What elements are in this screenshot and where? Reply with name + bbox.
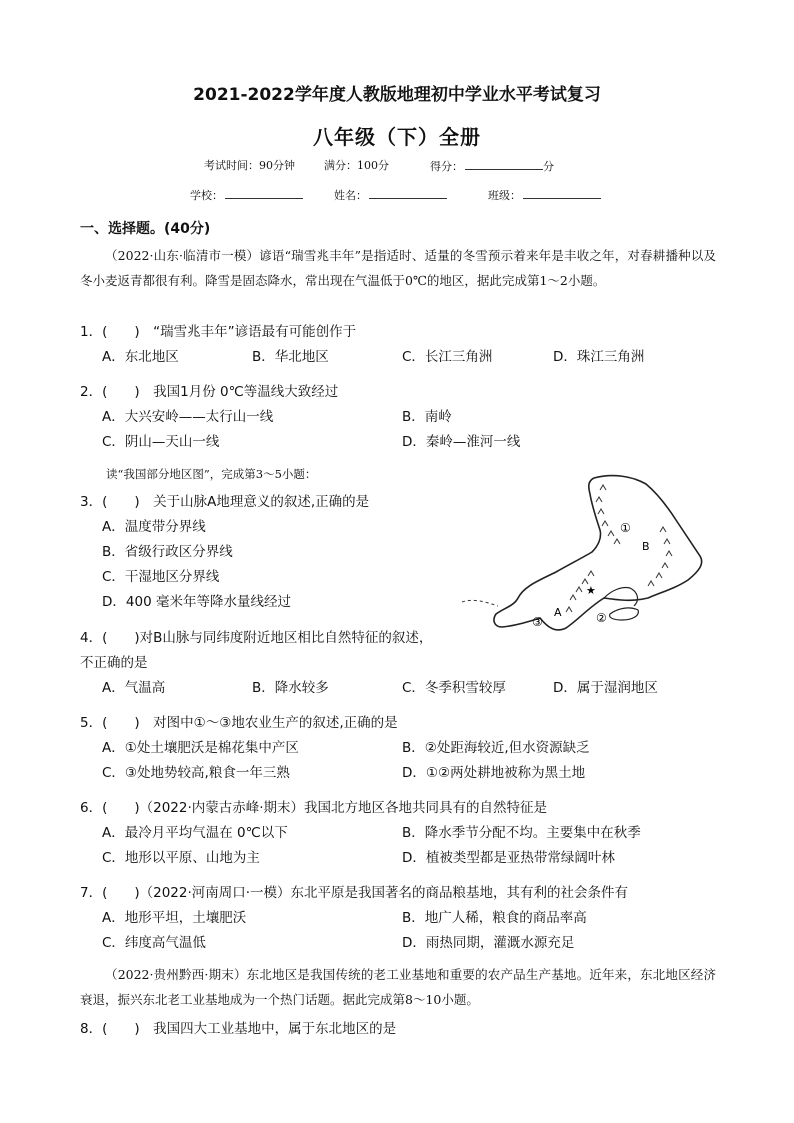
- label-region-1: ①: [620, 521, 631, 535]
- mountain-range-b: [648, 527, 672, 586]
- score-label: 得分：: [430, 160, 463, 173]
- label-region-2: ②: [596, 611, 607, 625]
- q2-option-c[interactable]: C．阴山—天山一线: [102, 434, 220, 450]
- q1-option-b[interactable]: B．华北地区: [252, 349, 329, 365]
- map-boundary: [462, 600, 498, 606]
- q5-option-c[interactable]: C．③处地势较高,粮食一年三熟: [102, 765, 290, 781]
- q4-option-a[interactable]: A．气温高: [102, 680, 166, 696]
- class-label: 班级：: [488, 189, 521, 202]
- q7-option-d[interactable]: D．雨热同期，灌溉水源充足: [402, 935, 575, 951]
- q5-option-b[interactable]: B．②处距海较近,但水资源缺乏: [402, 740, 590, 756]
- q3-option-a[interactable]: A．温度带分界线: [102, 519, 206, 535]
- label-mountain-a: A: [554, 606, 562, 619]
- q4-option-d[interactable]: D．属于湿润地区: [553, 680, 658, 696]
- q6-option-d[interactable]: D．植被类型都是亚热带常绿阔叶林: [402, 850, 615, 866]
- region-map: [462, 470, 718, 642]
- score-unit: 分: [543, 160, 554, 173]
- q6-option-b[interactable]: B．降水季节分配不均。主要集中在秋季: [402, 825, 641, 841]
- question-4: 4．( )对B山脉与同纬度附近地区相比自然特征的叙述，: [80, 630, 433, 646]
- question-5: 5．( ) 对图中①～③地农业生产的叙述,正确的是: [80, 715, 398, 731]
- q3-option-c[interactable]: C．干湿地区分界线: [102, 569, 220, 585]
- q6-option-c[interactable]: C．地形以平原、山地为主: [102, 850, 260, 866]
- map-bay: [604, 587, 637, 606]
- name-label: 姓名：: [334, 189, 367, 202]
- q5-option-a[interactable]: A．①处土壤肥沃是棉花集中产区: [102, 740, 299, 756]
- q7-option-b[interactable]: B．地广人稀，粮食的商品率高: [402, 910, 587, 926]
- class-blank[interactable]: [523, 186, 601, 199]
- question-3: 3．( ) 关于山脉A地理意义的叙述,正确的是: [80, 494, 370, 510]
- q3-option-d[interactable]: D．400 毫米年等降水量线经过: [102, 594, 291, 610]
- map-peninsula: [610, 608, 639, 620]
- q1-option-a[interactable]: A．东北地区: [102, 349, 179, 365]
- q5-option-d[interactable]: D．①②两处耕地被称为黑土地: [402, 765, 586, 781]
- exam-time: 考试时间：90分钟: [204, 159, 295, 172]
- question-1: 1．( ) “瑞雪兆丰年”谚语最有可能创作于: [80, 324, 357, 340]
- question-8: 8．( ) 我国四大工业基地中，属于东北地区的是: [80, 1021, 397, 1037]
- passage-1: （2022·山东·临清市一模）谚语“瑞雪兆丰年”是指适时、适量的冬雪预示着来年是丰收之年，对春耕播种以及冬小麦返青都很有利。降雪是固态降水，常出现在气温低于0℃的地区，据此完成第1～2小题。: [80, 248, 716, 288]
- full-score: 满分：100分: [324, 159, 389, 172]
- question-4-cont: 不正确的是: [80, 655, 148, 671]
- q3-option-b[interactable]: B．省级行政区分界线: [102, 544, 233, 560]
- school-blank[interactable]: [225, 186, 303, 199]
- label-region-3: ③: [532, 615, 543, 629]
- name-blank[interactable]: [369, 186, 447, 199]
- section-title: 一、选择题。(40分): [80, 221, 211, 237]
- q6-option-a[interactable]: A．最冷月平均气温在 0℃以下: [102, 825, 288, 841]
- q4-option-c[interactable]: C．冬季积雪较厚: [402, 680, 506, 696]
- question-2: 2．( ) 我国1月份 0℃等温线大致经过: [80, 384, 339, 400]
- q2-option-b[interactable]: B．南岭: [402, 409, 452, 425]
- q7-option-a[interactable]: A．地形平坦，土壤肥沃: [102, 910, 247, 926]
- mountain-range-nw: [596, 485, 620, 544]
- q7-option-c[interactable]: C．纬度高气温低: [102, 935, 206, 951]
- q2-option-d[interactable]: D．秦岭—淮河一线: [402, 434, 521, 450]
- q2-option-a[interactable]: A．大兴安岭——太行山一线: [102, 409, 274, 425]
- score-blank[interactable]: [465, 157, 543, 170]
- passage-3: （2022·贵州黔西·期末）东北地区是我国传统的老工业基地和重要的农产品生产基地。近年来，东北地区经济衰退，振兴东北老工业基地成为一个热门话题。据此完成第8～10小题。: [80, 967, 716, 1007]
- question-7: 7．( )（2022·河南周口·一模）东北平原是我国著名的商品粮基地，其有利的社会条件有: [80, 885, 629, 901]
- school-label: 学校：: [190, 189, 223, 202]
- q1-option-d[interactable]: D．珠江三角洲: [553, 349, 645, 365]
- exam-subtitle: 八年级（下）全册: [313, 125, 481, 149]
- label-mountain-b: B: [642, 540, 650, 553]
- exam-title: 2021-2022学年度人教版地理初中学业水平考试复习: [193, 85, 601, 105]
- intro-q3-5: 读“我国部分地区图”，完成第3～5小题：: [106, 467, 317, 481]
- question-6: 6．( )（2022·内蒙古赤峰·期末）我国北方地区各地共同具有的自然特征是: [80, 800, 548, 816]
- star-icon: ★: [586, 584, 596, 597]
- q1-option-c[interactable]: C．长江三角洲: [402, 349, 493, 365]
- q4-option-b[interactable]: B．降水较多: [252, 680, 329, 696]
